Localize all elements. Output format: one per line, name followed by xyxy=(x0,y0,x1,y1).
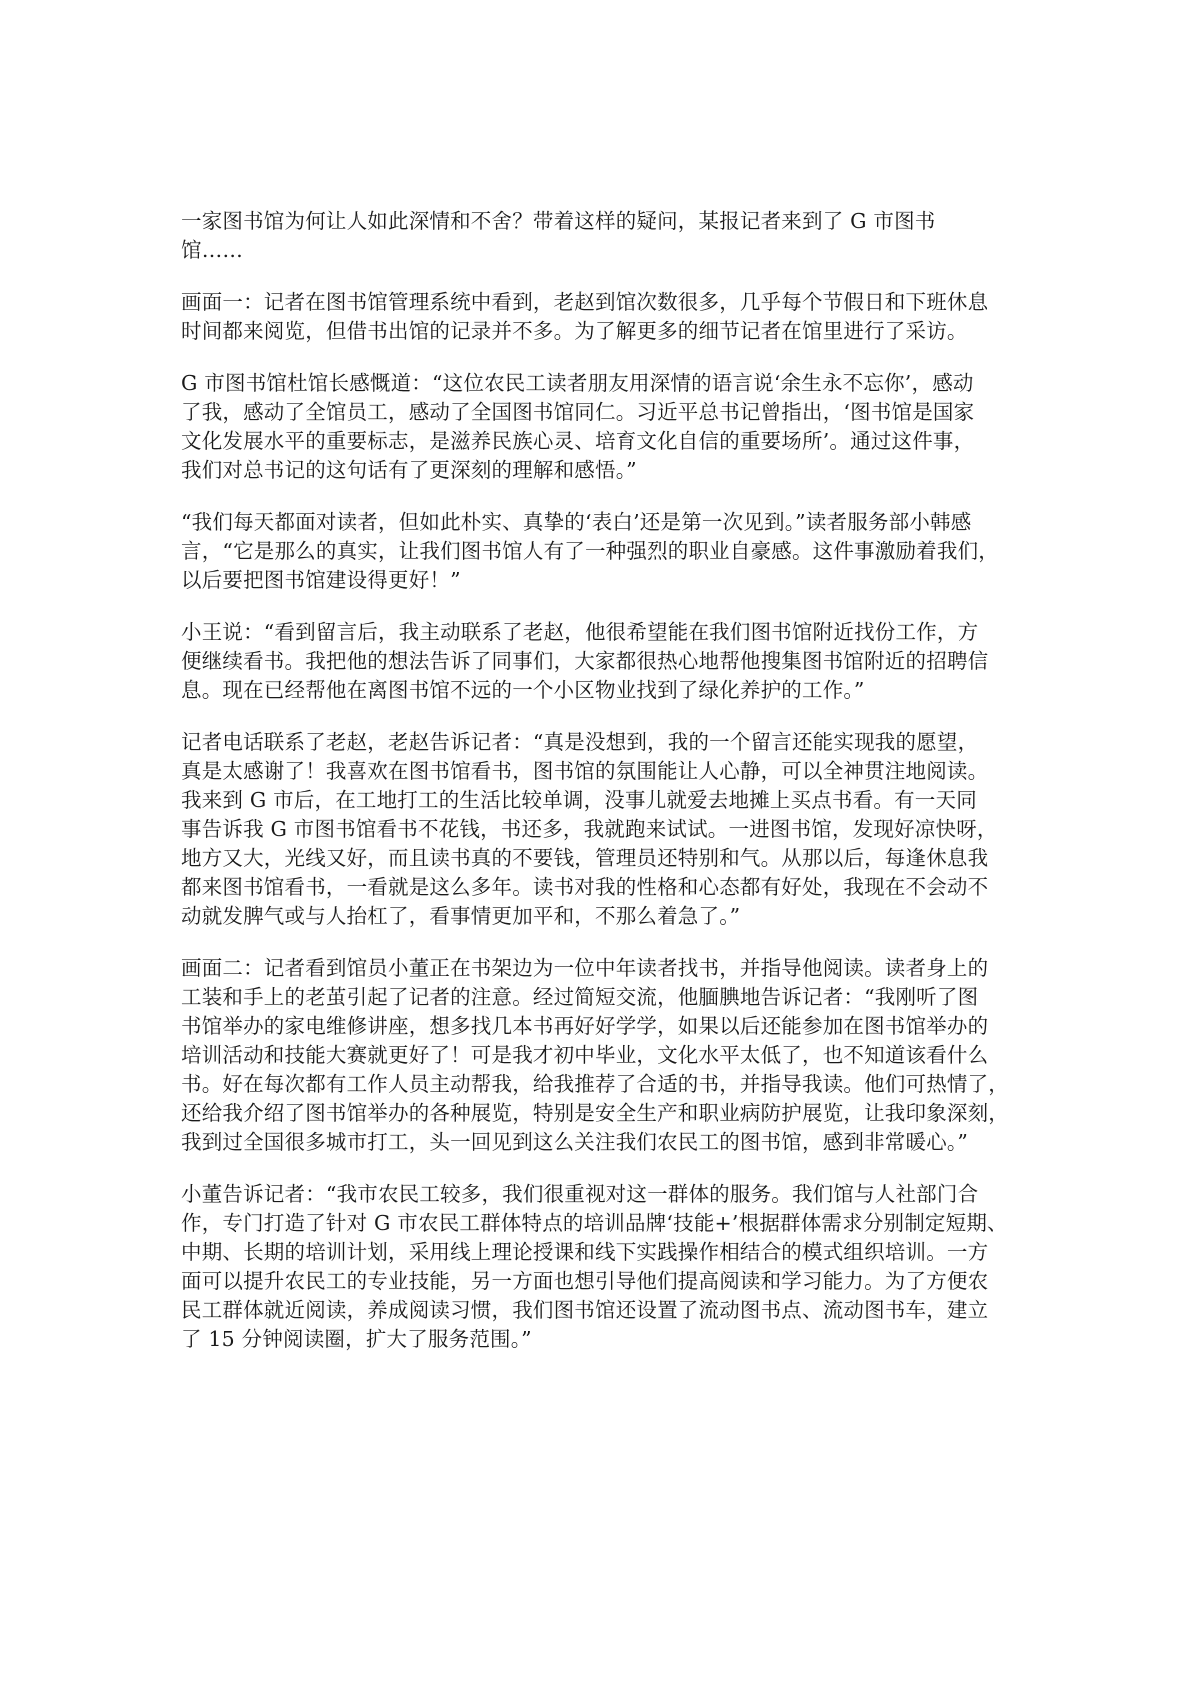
text-line: 了 15 分钟阅读圈，扩大了服务范围。” xyxy=(181,1327,532,1351)
paragraph-xiaohan-quote xyxy=(181,508,1021,595)
text-line: 息。现在已经帮他在离图书馆不远的一个小区物业找到了绿化养护的工作。” xyxy=(181,678,865,702)
paragraph-curator-quote xyxy=(181,369,1021,485)
text-line: 我来到 G 市后，在工地打工的生活比较单调，没事儿就爱去地摊上买点书看。有一天同 xyxy=(181,788,977,812)
text-line: 作，专门打造了针对 G 市农民工群体特点的培训品牌‘技能+’根据群体需求分别制定短期、 xyxy=(181,1211,1008,1235)
paragraph-scene-one xyxy=(181,288,1021,346)
paragraph-xiaowang-quote xyxy=(181,618,1021,705)
text-line: 我们对总书记的这句话有了更深刻的理解和感悟。” xyxy=(181,458,637,482)
text-line: 小王说：“看到留言后，我主动联系了老赵，他很希望能在我们图书馆附近找份工作，方 xyxy=(181,620,979,644)
paragraph-xiaodong-quote xyxy=(181,1180,1021,1354)
text-line: 培训活动和技能大赛就更好了！可是我才初中毕业，文化水平太低了，也不知道该看什么 xyxy=(181,1043,989,1067)
text-line: 书。好在每次都有工作人员主动帮我，给我推荐了合适的书，并指导我读。他们可热情了， xyxy=(181,1072,1009,1096)
text-line: 言，“它是那么的真实，让我们图书馆人有了一种强烈的职业自豪感。这件事激励着我们， xyxy=(181,539,999,563)
paragraph-scene-two xyxy=(181,954,1021,1157)
paragraph-intro xyxy=(181,207,1021,265)
text-line: 地方又大，光线又好，而且读书真的不要钱，管理员还特别和气。从那以后，每逢休息我 xyxy=(181,846,989,870)
text-line: 便继续看书。我把他的想法告诉了同事们，大家都很热心地帮他搜集图书馆附近的招聘信 xyxy=(181,649,989,673)
text-line: 事告诉我 G 市图书馆看书不花钱，书还多，我就跑来试试。一进图书馆，发现好凉快呀， xyxy=(181,817,998,841)
text-line: 动就发脾气或与人抬杠了，看事情更加平和，不那么着急了。” xyxy=(181,904,741,928)
text-line: 工装和手上的老茧引起了记者的注意。经过简短交流，他腼腆地告诉记者：“我刚听了图 xyxy=(181,985,979,1009)
text-line: 一家图书馆为何让人如此深情和不舍？带着这样的疑问，某报记者来到了 G 市图书 xyxy=(181,209,936,233)
text-line: 书馆举办的家电维修讲座，想多找几本书再好好学学，如果以后还能参加在图书馆举办的 xyxy=(181,1014,989,1038)
text-line: 还给我介绍了图书馆举办的各种展览，特别是安全生产和职业病防护展览，让我印象深刻， xyxy=(181,1101,1009,1125)
text-line: 记者电话联系了老赵，老赵告诉记者：“真是没想到，我的一个留言还能实现我的愿望， xyxy=(181,730,979,754)
text-line: 馆…… xyxy=(181,238,244,262)
text-line: 时间都来阅览，但借书出馆的记录并不多。为了解更多的细节记者在馆里进行了采访。 xyxy=(181,319,968,343)
text-line: G 市图书馆杜馆长感慨道：“这位农民工读者朋友用深情的语言说‘余生永不忘你’，感动 xyxy=(181,371,974,395)
text-line: 画面二：记者看到馆员小董正在书架边为一位中年读者找书，并指导他阅读。读者身上的 xyxy=(181,956,989,980)
text-line: 我到过全国很多城市打工，头一回见到这么关注我们农民工的图书馆，感到非常暖心。” xyxy=(181,1130,969,1154)
text-line: 画面一：记者在图书馆管理系统中看到，老赵到馆次数很多，几乎每个节假日和下班休息 xyxy=(181,290,989,314)
text-line: 中期、长期的培训计划，采用线上理论授课和线下实践操作相结合的模式组织培训。一方 xyxy=(181,1240,989,1264)
text-line: 小董告诉记者：“我市农民工较多，我们很重视对这一群体的服务。我们馆与人社部门合 xyxy=(181,1182,979,1206)
text-line: 文化发展水平的重要标志，是滋养民族心灵、培育文化自信的重要场所’。通过这件事， xyxy=(181,429,975,453)
paragraph-laozhao-quote xyxy=(181,728,1021,931)
text-line: 以后要把图书馆建设得更好！” xyxy=(181,568,461,592)
article-body xyxy=(181,207,1021,1377)
text-line: 都来图书馆看书，一看就是这么多年。读书对我的性格和心态都有好处，我现在不会动不 xyxy=(181,875,989,899)
text-line: 真是太感谢了！我喜欢在图书馆看书，图书馆的氛围能让人心静，可以全神贯注地阅读。 xyxy=(181,759,989,783)
text-line: 了我，感动了全馆员工，感动了全国图书馆同仁。习近平总书记曾指出，‘图书馆是国家 xyxy=(181,400,975,424)
text-line: 面可以提升农民工的专业技能，另一方面也想引导他们提高阅读和学习能力。为了方便农 xyxy=(181,1269,989,1293)
text-line: 民工群体就近阅读，养成阅读习惯，我们图书馆还设置了流动图书点、流动图书车，建立 xyxy=(181,1298,989,1322)
text-line: “我们每天都面对读者，但如此朴实、真挚的‘表白’还是第一次见到。”读者服务部小韩感 xyxy=(181,510,972,534)
